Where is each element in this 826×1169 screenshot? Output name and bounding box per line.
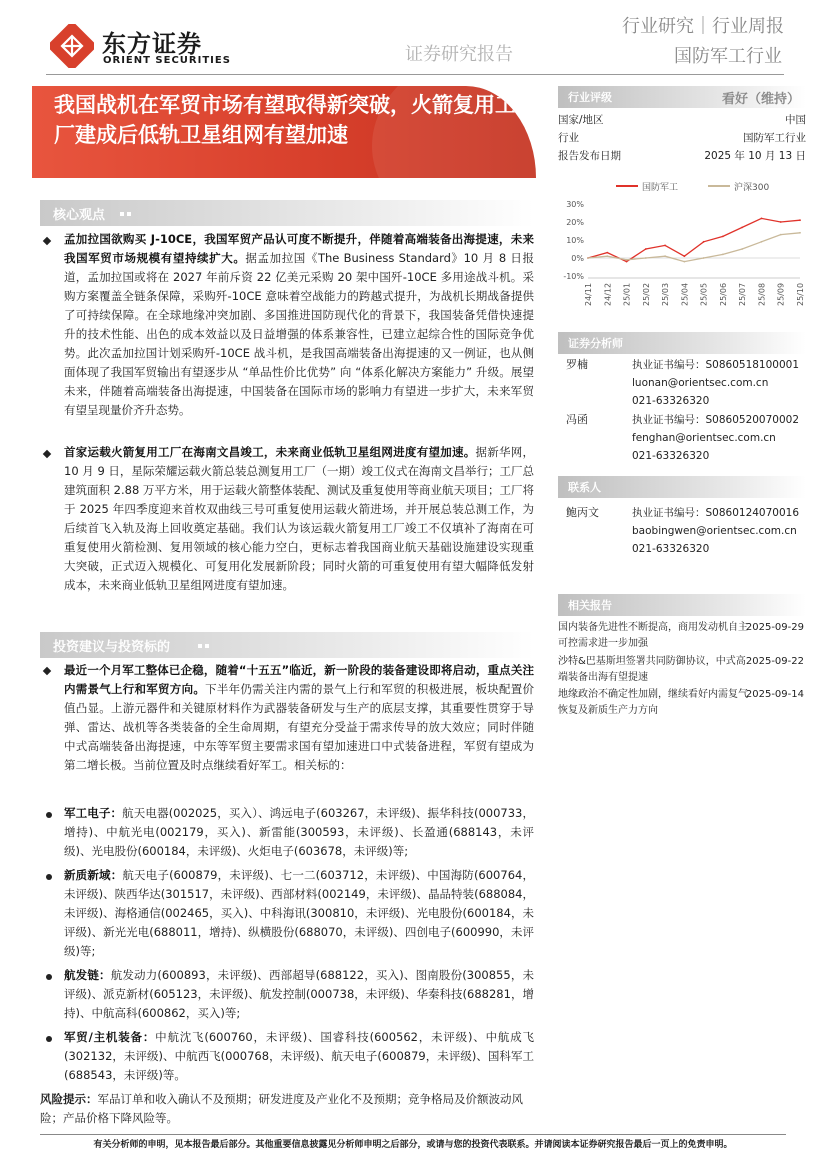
logo-en-text: ORIENT SECURITIES xyxy=(103,55,231,66)
data-point xyxy=(799,219,801,221)
data-point xyxy=(741,248,743,250)
x-tick-label: 25/02 xyxy=(641,282,651,306)
x-tick-label: 25/01 xyxy=(622,282,632,306)
rating-row xyxy=(558,148,806,164)
invest-paragraph-5 xyxy=(64,1028,534,1085)
related-report-title[interactable]: 沙特&巴基斯坦签署共同防御协议，中式高端装备出海有望提速 xyxy=(558,656,746,683)
x-tick-label: 25/03 xyxy=(661,282,671,306)
related-report-date: 2025-09-29 xyxy=(745,622,804,633)
investment-header xyxy=(40,632,534,658)
rating-label: 行业评级 xyxy=(568,91,612,104)
data-point xyxy=(606,255,608,257)
logo-cn-text: 东方证券 xyxy=(102,30,202,58)
data-point xyxy=(799,232,801,234)
core-paragraph-2 xyxy=(64,443,534,595)
contact-info xyxy=(632,504,799,558)
bullet-icon xyxy=(43,237,51,245)
invest-paragraph-1 xyxy=(64,661,534,775)
contacts-bar xyxy=(558,476,806,498)
core-view-label: 核心观点 xyxy=(53,208,106,223)
data-point xyxy=(606,252,608,254)
data-point xyxy=(703,241,705,243)
rating-row-value: 2025 年 10 月 13 日 xyxy=(704,150,806,162)
data-point xyxy=(683,261,685,263)
related-report-date: 2025-09-14 xyxy=(745,689,804,700)
series-line xyxy=(588,233,800,262)
invest-5-lead: 军贸/主机装备： xyxy=(64,1030,156,1044)
data-point xyxy=(645,257,647,259)
data-point xyxy=(664,255,666,257)
x-tick-label: 25/05 xyxy=(699,282,709,306)
analyst-phone: 021-63326320 xyxy=(632,450,710,462)
contact-phone: 021-63326320 xyxy=(632,543,710,555)
x-tick-label: 25/10 xyxy=(796,282,805,306)
data-point xyxy=(626,261,628,263)
bullet-icon xyxy=(43,667,51,675)
invest-paragraph-3 xyxy=(64,866,534,961)
report-kind: 证券研究报告 xyxy=(405,44,513,65)
x-tick-label: 25/08 xyxy=(757,282,767,306)
bullet-icon xyxy=(46,974,52,980)
invest-1-lead: 最近一个月军工整体已企稳，随着“十五五”临近，新一阶段的装备建设即将启动，重点关注内需景气上行和军贸方向。 xyxy=(64,663,534,696)
data-point xyxy=(722,236,724,238)
logo-mark-icon xyxy=(50,24,94,68)
data-point xyxy=(722,254,724,256)
analysts-label: 证券分析师 xyxy=(568,337,623,350)
performance-chart xyxy=(558,176,808,326)
bullet-icon xyxy=(46,1036,52,1042)
disclaimer-footer: 有关分析师的申明，见本报告最后部分。其他重要信息披露见分析师申明之后部分，或请与您的投资代表联系。并请阅读本证券研究报告最后一页上的免责申明。 xyxy=(40,1134,786,1150)
contact-name: 鲍丙文 xyxy=(566,506,599,519)
x-tick-label: 25/09 xyxy=(776,282,786,306)
analyst-name: 罗楠 xyxy=(566,358,588,371)
related-report-title[interactable]: 地缘政治不确定性加剧，继续看好内需复气恢复及新质生产力方向 xyxy=(558,689,748,716)
invest-5-body: 中航沈飞(600760，未评级)、国睿科技(600562，未评级)、中航成飞(302132，未评级)、中航西飞(000768，未评级)、航天电子(600879，未评级)、国科军工(688543，未评级)等。 xyxy=(64,1030,534,1082)
data-point xyxy=(741,227,743,229)
data-point xyxy=(780,234,782,236)
invest-paragraph-2 xyxy=(64,804,534,861)
rating-value: 看好（维持） xyxy=(721,92,800,107)
invest-paragraph-4 xyxy=(64,966,534,1023)
analyst-phone: 021-63326320 xyxy=(632,395,710,407)
x-tick-label: 25/06 xyxy=(718,282,728,306)
analyst-info xyxy=(632,411,799,465)
analyst-license: 执业证书编号：S0860520070002 xyxy=(632,414,800,426)
data-point xyxy=(587,257,589,259)
related-report-title[interactable]: 国内装备先进性不断提高，商用发动机自主可控需求进一步加强 xyxy=(558,622,748,649)
analyst-email[interactable]: luonan@orientsec.com.cn xyxy=(632,377,769,389)
contact-email[interactable]: baobingwen@orientsec.com.cn xyxy=(632,525,797,537)
rating-row-value: 国防军工行业 xyxy=(743,132,806,144)
data-point xyxy=(761,241,763,243)
rating-bar xyxy=(558,86,806,108)
title-banner xyxy=(32,86,536,178)
data-point xyxy=(664,245,666,247)
data-point xyxy=(626,259,628,261)
analyst-name: 冯函 xyxy=(566,413,588,426)
invest-3-body: 航天电子(600879，未评级)、七一二(603712，未评级)、中国海防(600764，未评级)、陕西华达(301517，未评级)、西部材料(002149，未评级)、晶品特装(688084，未评级)、海格通信(002465，买入)、中科海讯(300810，未评级)、光电股份(600184，未评级)、新光光电(688011，增持)、纵横股份(688070，未评级)、四创电子(600990，未评级)等; xyxy=(64,868,534,958)
core-1-lead: 孟加拉国欲购买 J-10CE，我国军贸产品认可度不断提升，伴随着高端装备出海提速，未来我国军贸市场规模有望持续扩大。 xyxy=(64,232,534,265)
risk-label: 风险提示： xyxy=(40,1092,98,1106)
core-2-lead: 首家运载火箭复用工厂在海南文昌竣工，未来商业低轨卫星组网进度有望加速。 xyxy=(64,445,476,459)
rating-row-value: 中国 xyxy=(785,114,806,126)
core-1-body: 据孟加拉国《The Business Standard》10 月 8 日报道，孟加拉国或将在 2027 年前斥资 22 亿美元采购 20 架中国歼-10CE 多用途战斗机。采购方案覆盖全链条保障，采购歼-10CE 意味着空战能力的跨越式提升，为战机长期战备提供了可持续保障。在全球地缘冲突加剧、多国推进国防现代化的背景下，我国装备凭借快速提升的技术性能、出色的成本效益以及日益增强的体系兼容性，已建立起综合性的国际竞争优势。此次孟加拉国计划采购歼-10CE 战斗机，是我国高端装备出海提速的又一例证，也从侧面体现了我国军贸输出有望逐步从 “单品性价比优势” 向 “体系化解决方案能力” 升级。展望未来，伴随着高端装备出海提速，中国装备在国际市场的影响力有望进一步扩大，未来军贸有望呈现量价齐升态势。 xyxy=(64,251,534,417)
related-report-date: 2025-09-22 xyxy=(745,656,804,667)
related-report[interactable] xyxy=(558,687,808,721)
invest-3-lead: 新质新域： xyxy=(64,868,123,882)
data-point xyxy=(683,255,685,257)
investment-label: 投资建议与投资标的 xyxy=(53,640,171,655)
analyst-info xyxy=(632,356,799,410)
core-2-body: 据新华网，10 月 9 日，星际荣耀运载火箭总装总测复用工厂（一期）竣工仪式在海南文昌举行；工厂总建筑面积 2.88 万平方米，用于运载火箭整体装配、测试及重复使用等商业航天项目；工厂将于 2025 年四季度迎来首枚双曲线三号可重复使用运载火箭进场，并开展总装总测工作，为后续首飞入轨及海上回收奠定基础。我们认为该运载火箭复用工厂竣工不仅填补了海南在可重复使用火箭检测、复用领域的核心能力空白，更标志着我国商业航天基础设施建设实现重大突破，正式迈入规模化、可复用化发展新阶段；同时火箭的可重复使用有望大幅降低发射成本，未来商业低轨卫星组网进度有望加速。 xyxy=(64,445,535,592)
invest-1-body: 下半年仍需关注内需的景气上行和军贸的积极进展，板块配置价值凸显。上游元器件和关键原材料作为武器装备研发与生产的底层支撑，其重要性贯穿于导弹、雷达、战机等各类装备的全生命周期，有望充分受益于需求传导的放大效应；同时伴随中式高端装备出海提速，中东等军贸主要需求国有望加速进口中式装备进程，军贸有望成为第二增长极。当前位置及时点继续看好军工。相关标的： xyxy=(64,682,534,772)
x-tick-label: 25/04 xyxy=(680,282,690,306)
related-report[interactable] xyxy=(558,620,808,654)
y-tick-label: 20% xyxy=(566,218,584,227)
report-title: 我国战机在军贸市场有望取得新突破，火箭复用工厂建成后低轨卫星组网有望加速 xyxy=(54,93,516,147)
bullet-icon xyxy=(43,450,51,458)
company-logo xyxy=(50,22,240,70)
invest-2-lead: 军工电子： xyxy=(64,806,123,820)
analyst-card xyxy=(566,411,806,483)
x-tick-label: 24/12 xyxy=(603,282,613,306)
risk-text: 军品订单和收入确认不及预期；研发进度及产业化不及预期；竞争格局及价额波动风险；产品价格下降风险等。 xyxy=(40,1092,523,1125)
data-point xyxy=(703,257,705,259)
data-point xyxy=(780,221,782,223)
bullet-icon xyxy=(46,812,52,818)
rating-row xyxy=(558,130,806,146)
y-tick-label: 30% xyxy=(566,200,584,209)
risk-note xyxy=(40,1090,536,1128)
invest-4-body: 航发动力(600893，未评级)、西部超导(688122，买入)、图南股份(300855，未评级)、派克新材(605123，未评级)、航发控制(000738，未评级)、华秦科技(688281，增持)、中航高科(600862，买入)等; xyxy=(64,968,535,1020)
related-label: 相关报告 xyxy=(568,599,612,612)
legend-label: 沪深300 xyxy=(734,183,770,193)
analyst-license: 执业证书编号：S0860518100001 xyxy=(632,359,800,371)
x-tick-label: 25/07 xyxy=(738,282,748,306)
y-tick-label: 10% xyxy=(566,236,584,245)
y-tick-label: -10% xyxy=(563,272,584,281)
series-line xyxy=(588,218,800,261)
invest-4-lead: 航发链： xyxy=(64,968,111,982)
related-bar xyxy=(558,594,806,616)
contacts-label: 联系人 xyxy=(568,481,601,494)
core-view-header xyxy=(40,200,534,226)
invest-2-body: 航天电器(002025，买入）、鸿远电子(603267，未评级)、振华科技(000733，增持)、中航光电(002179，买入)、新雷能(300593，未评级)、长盈通(688143，未评级)、光电股份(600184，未评级)、火炬电子(603678，未评级)等; xyxy=(64,806,534,858)
industry-name: 国防军工行业 xyxy=(674,46,782,67)
bullet-icon xyxy=(46,874,52,880)
related-report[interactable] xyxy=(558,654,808,688)
core-paragraph-1 xyxy=(64,230,534,420)
contact-card xyxy=(566,504,806,576)
data-point xyxy=(761,218,763,220)
data-point xyxy=(645,248,647,250)
legend-label: 国防军工 xyxy=(642,183,679,193)
rating-row-key: 国家/地区 xyxy=(558,114,604,126)
analysts-bar xyxy=(558,332,806,354)
rating-row-key: 行业 xyxy=(558,132,579,144)
header-divider xyxy=(46,74,784,75)
x-tick-label: 24/11 xyxy=(584,282,593,306)
rating-row xyxy=(558,112,806,128)
report-category: 行业研究｜行业周报 xyxy=(622,16,784,37)
y-tick-label: 0% xyxy=(571,254,584,263)
analyst-email[interactable]: fenghan@orientsec.com.cn xyxy=(632,432,776,444)
rating-row-key: 报告发布日期 xyxy=(558,150,621,162)
contact-license: 执业证书编号：S0860124070016 xyxy=(632,507,800,519)
